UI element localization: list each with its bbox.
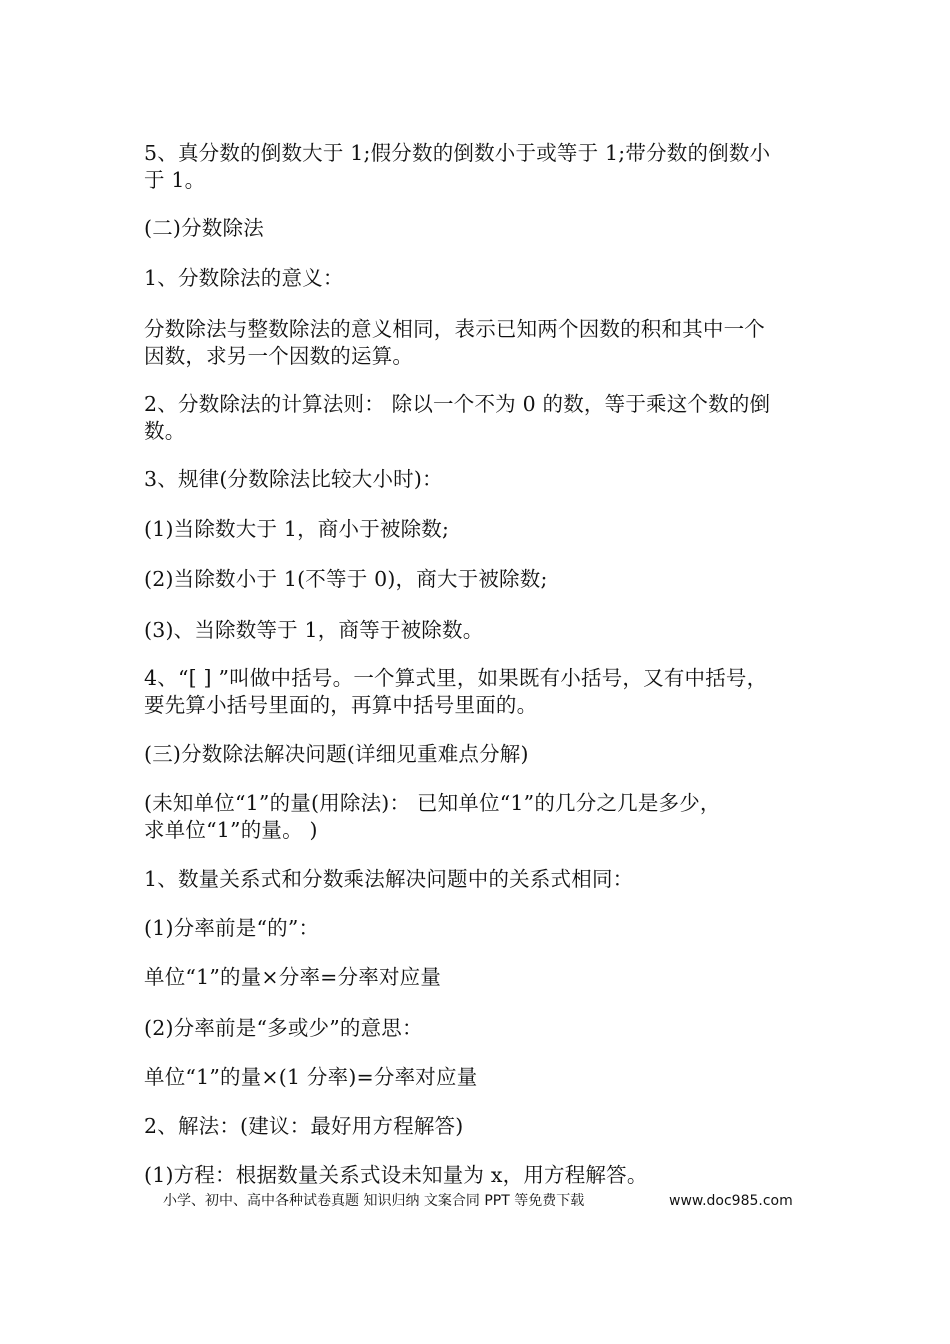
text-line: (1)方程：根据数量关系式设未知量为 x，用方程解答。: [144, 1163, 648, 1187]
formula-line: 单位“1”的量×分率=分率对应量: [144, 965, 442, 989]
text-line: 3、规律(分数除法比较大小时)：: [144, 467, 443, 491]
text-line: 2、解法：(建议：最好用方程解答): [144, 1114, 464, 1138]
text-line: (3)、当除数等于 1，商等于被除数。: [144, 618, 484, 642]
text-line: 5、真分数的倒数大于 1;假分数的倒数小于或等于 1;带分数的倒数小: [144, 141, 771, 165]
text-line: (1)分率前是“的”：: [144, 916, 320, 940]
text-line: (1)当除数大于 1，商小于被除数;: [144, 517, 450, 541]
text-line: (未知单位“1”的量(用除法)： 已知单位“1”的几分之几是多少，: [144, 791, 721, 815]
text-line: 2、分数除法的计算法则： 除以一个不为 0 的数，等于乘这个数的倒: [144, 392, 771, 416]
footer-promo-text: 小学、初中、高中各种试卷真题 知识归纳 文案合同 PPT 等免费下载: [163, 1193, 585, 1209]
text-line: 于 1。: [144, 168, 206, 192]
text-line: 分数除法与整数除法的意义相同，表示已知两个因数的积和其中一个: [144, 317, 765, 341]
text-line: (2)分率前是“多或少”的意思：: [144, 1016, 423, 1040]
text-line: 求单位“1”的量。 ): [144, 818, 318, 842]
formula-line: 单位“1”的量×(1 分率)=分率对应量: [144, 1065, 478, 1089]
text-line: (2)当除数小于 1(不等于 0)，商大于被除数;: [144, 567, 548, 591]
text-line: 4、“[ ] ”叫做中括号。一个算式里，如果既有小括号，又有中括号，: [144, 666, 768, 690]
text-line: 1、数量关系式和分数乘法解决问题中的关系式相同：: [144, 867, 634, 891]
section-heading: (三)分数除法解决问题(详细见重难点分解): [144, 742, 529, 766]
text-line: 1、分数除法的意义：: [144, 266, 344, 290]
text-line: 数。: [144, 419, 186, 443]
section-heading: (二)分数除法: [144, 216, 264, 240]
text-line: 因数，求另一个因数的运算。: [144, 344, 414, 368]
text-line: 要先算小括号里面的，再算中括号里面的。: [144, 693, 538, 717]
footer-website-link[interactable]: www.doc985.com: [669, 1193, 793, 1209]
